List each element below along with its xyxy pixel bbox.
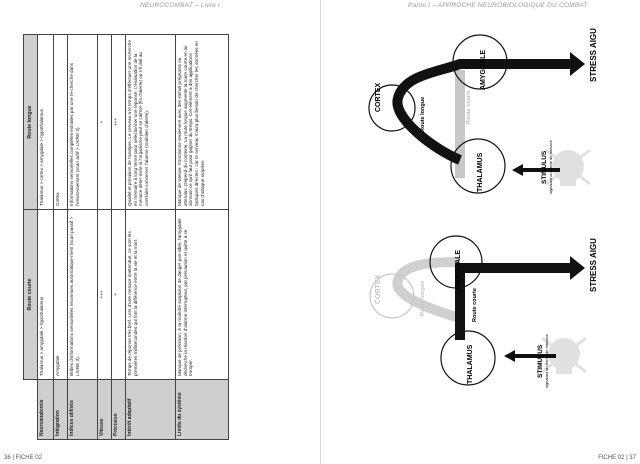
right-page-number: FICHE 02 | 37	[598, 455, 636, 461]
label-stress-aigu: STRESS AIGU	[589, 28, 598, 82]
stimulus-arrow-icon	[504, 350, 515, 362]
cell-short: Manque de précision. À la moindre suspicion de danger pos-sible, l’amygdale déclenche la réaction d’alarme interrupteur, par précaution et quitte à se tromper.	[176, 210, 229, 380]
row-label: Indices utilisés	[68, 380, 98, 440]
row-label: Précision	[112, 380, 126, 440]
row-label: Intégration	[54, 380, 68, 440]
row-label: Vitesse	[98, 380, 112, 440]
cell-short: Amygdale	[54, 210, 68, 380]
left-page-number: 36 | FICHE 02	[4, 455, 42, 461]
table-row	[54, 35, 68, 440]
left-running-header: NEUROCOMBAT – Livre I	[140, 2, 220, 9]
diagram-short-route	[370, 236, 598, 388]
col-header-short: Route courte	[24, 210, 38, 380]
table-row	[38, 35, 54, 440]
table-row	[98, 35, 112, 440]
label-stress-aigu: STRESS AIGU	[589, 238, 598, 292]
label-route-courte: Route courte	[472, 288, 478, 322]
cell-long: Qualité et précision de l’analyse. Le cerveau a le temps d’effectuer une recherche en mémoire à long terme pour sélectionner une réponse. L’évaluation de la menace déter-mine si l’organisme peut se calmer (fin d’alerte) ou s’il doit au contraire conserver l’alarme (maintien d’alerte).	[126, 35, 176, 210]
diagram-long-route	[369, 28, 598, 194]
label-amygdale: AMYGDALE	[455, 249, 462, 290]
cell-short: Temps de réponse très bref. Lors d’une menace inattendue, ce sont les premières millisecondes qui font la différence entre la vie et la mort.	[126, 210, 176, 380]
label-stimulus-sub: signalant un terme de menace	[548, 140, 553, 194]
table-corner	[24, 380, 38, 440]
label-route-longue: Route longue	[420, 280, 426, 316]
label-thalamus: THALAMUS	[467, 344, 474, 384]
cell-short: Bribes d’informations sensorielles reconnues automatique-ment (scan passif > LIVRE 3).	[68, 210, 98, 380]
table-row	[68, 35, 98, 440]
right-running-header: Partie I – APPROCHE NEUROBIOLOGIQUE DU COMBAT	[408, 2, 588, 9]
cell-short: Thalamus > amygdale > hypothalamus	[38, 210, 54, 380]
table-row	[112, 35, 126, 440]
table-row	[126, 35, 176, 440]
cell-short: +++	[98, 210, 112, 380]
stimulus-arrow-icon	[512, 164, 523, 176]
label-cortex: CORTEX	[375, 274, 382, 304]
arrow-head-icon	[570, 256, 585, 280]
arrow-head-icon	[570, 52, 585, 76]
cell-long: +	[98, 35, 112, 210]
brain-routes-diagrams	[320, 0, 640, 464]
row-label: Neuroanatomie	[38, 380, 54, 440]
label-thalamus: THALAMUS	[477, 152, 484, 192]
cell-long: Informations sensorielles complètes extraites par une re-cherche dans l’environnement (scan actif > LIVRE 3).	[68, 35, 98, 210]
col-header-long: Route longue	[24, 35, 38, 210]
label-route-courte: Route courte	[466, 90, 472, 124]
long-route-path	[397, 262, 460, 318]
comparison-table	[23, 34, 229, 440]
cell-short: +	[112, 210, 126, 380]
row-label: Limite du système	[176, 380, 229, 440]
row-label: Intérêt adaptatif	[126, 380, 176, 440]
cell-long: Cortex	[54, 35, 68, 210]
cell-long: Manque de vitesse. Fonctionne seulement avec des stimuli prégnants ou attendus. Dépend du contexte. La route longue augmente la route courte en lui donnant ce qu’il faut pour gagner du temps. Cet élément a des applications tactiques directes : car le cerveau n’aura plus besoin de chercher les données en cas d’attaque surprise.	[176, 35, 229, 210]
label-stimulus-sub: signalant un terme de menace	[544, 334, 549, 388]
label-route-longue: Route longue	[420, 96, 426, 132]
table-row	[176, 35, 229, 440]
label-amygdale: AMYGDALE	[480, 49, 487, 90]
label-stimulus: STIMULUS	[541, 150, 548, 184]
label-cortex: CORTEX	[375, 82, 382, 112]
cell-long: +++	[112, 35, 126, 210]
label-stimulus: STIMULUS	[537, 344, 544, 378]
cell-long: Thalamus > cortex > amygdale > hypothalamus	[38, 35, 54, 210]
